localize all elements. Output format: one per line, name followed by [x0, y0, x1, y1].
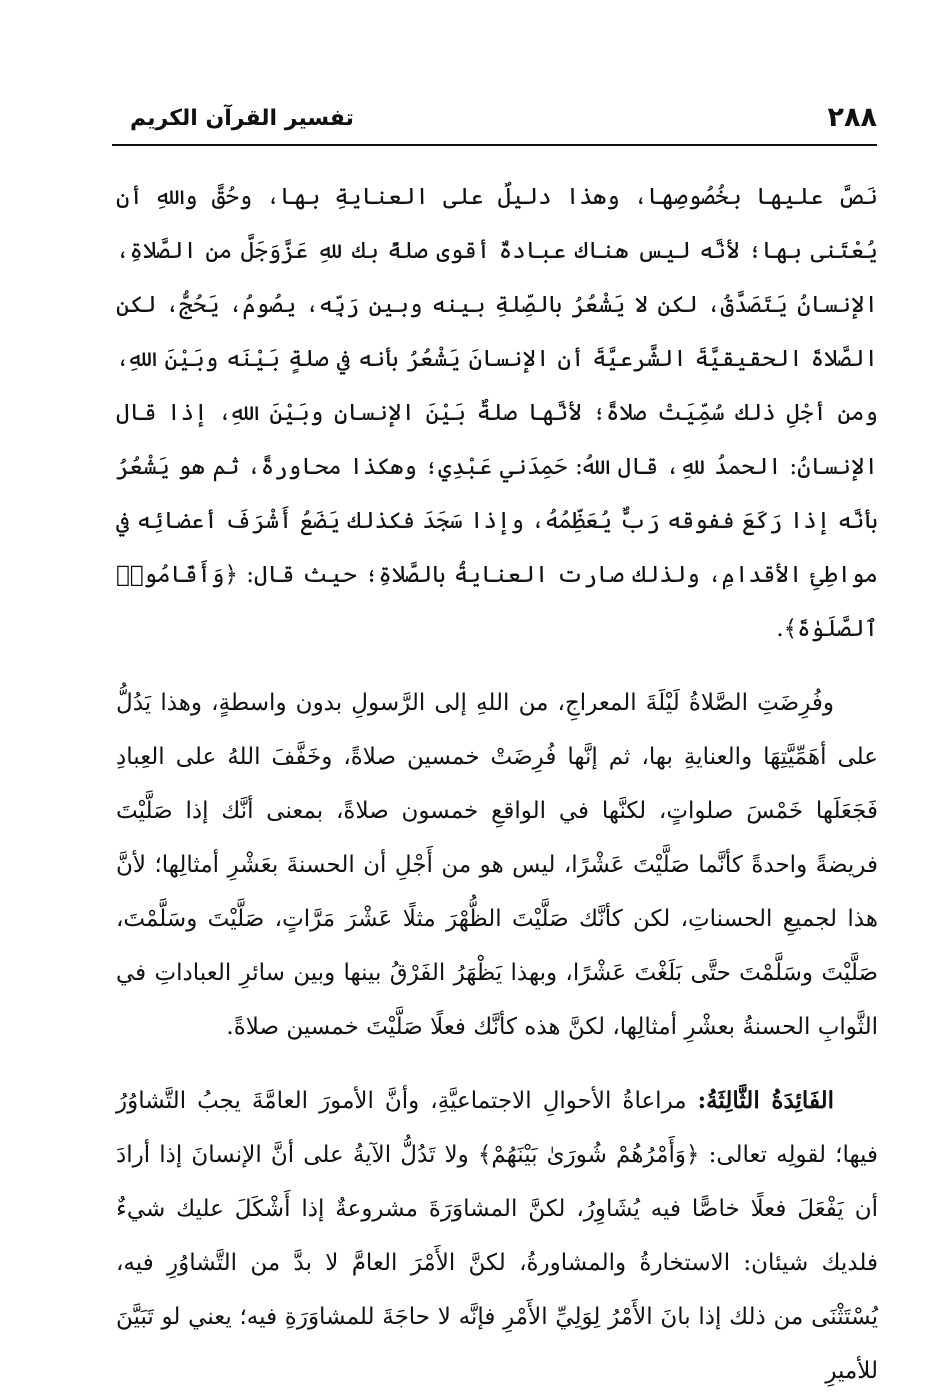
- page-number: ٢٨٨: [827, 102, 877, 133]
- page-header: [112, 98, 877, 140]
- paragraph-1: [116, 170, 878, 656]
- paragraph-2: [116, 676, 878, 1054]
- page-body: [116, 170, 878, 1398]
- paragraph-2-text: وفُرِضَتِ الصَّلاةُ لَيْلَةَ المعراجِ، من اللهِ إلى الرَّسولِ بدون واسطةٍ، وهذا يَدُلُّ على أهَمِّيَّتِهَا والعنايةِ بها، ثم إنَّها فُرِضَتْ خمسين صلاةً، وخَفَّفَ اللهُ على العِبادِ فَجَعَلَها خَمْسَ صلواتٍ، لكنَّها في الواقعِ خمسون صلاةً، بمعنى أنَّك إذا صَلَّيْتَ فريضةً واحدةً كأنَّما صَلَّيْتَ عَشْرًا، ليس هو من أَجْلِ أن الحسنةَ بعَشْرِ أمثالِها؛ لأنَّ هذا لجميعِ الحسناتِ، لكن كأنَّك صَلَّيْتَ الظُّهْرَ مثلًا عَشْرَ مَرَّاتٍ، صَلَّيْتَ وسَلَّمْتَ، صَلَّيْتَ وسَلَّمْتَ حتَّى بَلَغْتَ عَشْرًا، وبهذا يَظْهَرُ الفَرْقُ بينها وبين سائرِ العباداتِ في الثَّوابِ الحسنةُ بعشْرِ أمثالِها، لكنَّ هذه كأنَّك فعلًا صَلَّيْتَ خمسين صلاةً.: [116, 690, 878, 1040]
- paragraph-3: [116, 1074, 878, 1398]
- book-title: تفسير القرآن الكريم: [130, 106, 354, 131]
- benefit-heading: الفَائِدَةُ الثَّالِثَةُ:: [697, 1087, 834, 1114]
- paragraph-3-text: مراعاةُ الأحوالِ الاجتماعيَّةِ، وأنَّ الأمورَ العامَّةَ يجبُ التَّشاوُرُ فيها؛ لقولِه تعالى: ﴿وَأَمْرُهُمْ شُورَىٰ بَيْنَهُمْ﴾ ولا تَدُلُّ الآيةُ على أنَّ الإنسانَ إذا أرادَ أن يَفْعَلَ فعلًا خاصًّا فيه يُشَاوِرُ، لكنَّ المشاوَرَةَ مشروعةٌ إذا أَشْكَلَ عليك شيءٌ فلديك شيئان: الاستخارةُ والمشاورةُ، لكنَّ الأَمْرَ العامَّ لا بدَّ من التَّشاوُرِ فيه، يُسْتَثْنَى من ذلك إذا بانَ الأَمْرُ لِوَلِيِّ الأَمْرِ فإنَّه لا حاجَةَ للمشاوَرَةِ فيه؛ يعني لو تَبَيَّنَ للأميرِ: [116, 1088, 878, 1384]
- header-divider: [112, 144, 877, 146]
- paragraph-1-text: نَصَّ عليها بخُصُوصِها، وهذا دليلٌ على العنايةِ بها، وحُقَّ واللهِ أن يُعْتَنى بها؛ لأنَّه ليس هناك عبادةٌ أقوى صلةً بك للهِ عَزَّوَجَلَّ من الصَّلاةِ، الإنسانُ يَتَصَدَّقُ، لكن لا يَشْعُرُ بالصِّلةِ بينه وبين رَبِّه، يصُومُ، يَحُجُّ، لكن الصَّلاةَ الحقيقيَّةَ الشَّرعيَّةَ أن الإنسانَ يَشْعُرُ بأنه في صلةٍ بَيْنَه وبَيْنَ اللهِ، ومن أجْلِ ذلك سُمِّيَتْ صلاةً؛ لأنَّها صلةٌ بَيْنَ الإنسانِ وبَيْنَ اللهِ، إذا قال الإنسانُ: الحمدُ للهِ، قال اللهُ: حَمِدَني عَبْدِي؛ وهكذا محاورةً، ثم هو يَشْعُرُ بأنَّه إذا رَكَعَ ففوقه رَبٌّ يُعَظِّمُهُ، وإذا سَجَدَ فكذلك يَضَعُ أَشْرَفَ أعضائِه في مواطِئِ الأقدامِ، ولذلك صارت العنايةُ بالصَّلاةِ؛ حيث قال: ﴿وَأَقَامُوا۟ ٱلصَّلَوٰةَ﴾.: [116, 184, 878, 642]
